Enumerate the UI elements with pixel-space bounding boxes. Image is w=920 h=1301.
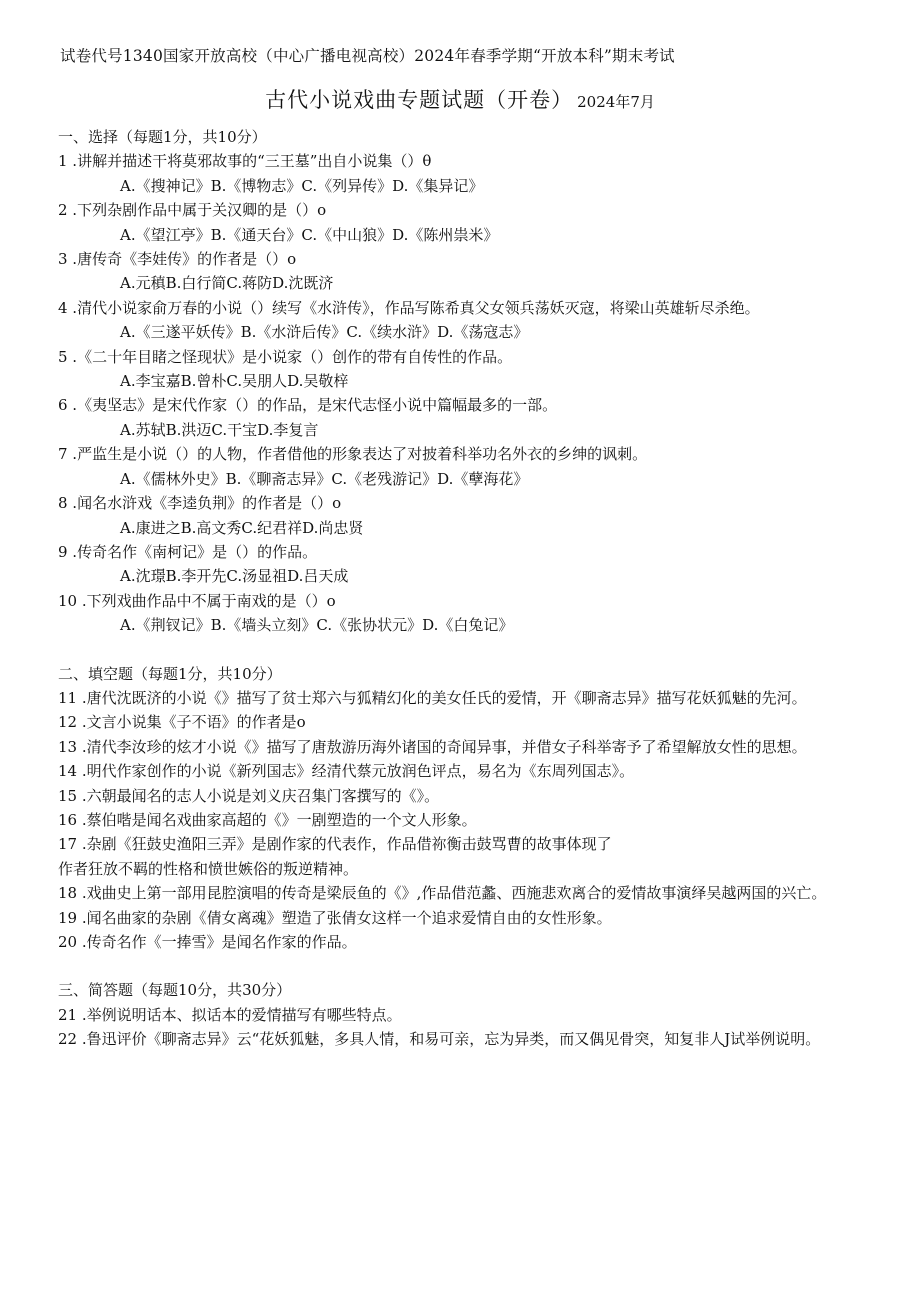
question-2: 2 .下列杂剧作品中属于关汉卿的是（）o [58, 201, 327, 220]
options-1: A.《搜神记》B.《博物志》C.《列异传》D.《集异记》 [120, 176, 484, 195]
fill-item-15: 15 .六朝最闻名的志人小说是刘义庆召集门客撰写的《》。 [58, 786, 440, 805]
question-10: 10 .下列戏曲作品中不属于南戏的是（）o [58, 591, 336, 610]
section-gap [58, 638, 858, 662]
fill-item-11: 11 .唐代沈既济的小说《》描写了贫士郑六与狐精幻化的美女任氏的爱情，开《聊斋志异》描写花妖狐魅的先河。 [58, 688, 807, 707]
fill-item-17-cont: 作者狂放不羁的性格和愤世嫉俗的叛逆精神。 [58, 859, 359, 878]
fill-item-13: 13 .清代李汝珍的炫才小说《》描写了唐敖游历海外诸国的奇闻异事，并借女子科举寄予了希望解放女性的思想。 [58, 737, 807, 756]
options-3: A.元稹B.白行简C.蒋防D.沈既济 [120, 274, 334, 293]
short-answer-21: 21 .举例说明话本、拟话本的爱情描写有哪些特点。 [58, 1005, 402, 1024]
exam-content [58, 125, 858, 1052]
fill-item-12: 12 .文言小说集《子不语》的作者是o [58, 713, 306, 732]
fill-item-14: 14 .明代作家创作的小说《新列国志》经清代蔡元放润色评点，易名为《东周列国志》。 [58, 762, 635, 781]
question-5: 5 .《二十年目睹之怪现状》是小说家（）创作的带有自传性的作品。 [58, 347, 513, 366]
fill-item-16: 16 .蔡伯喈是闻名戏曲家高超的《》一剧塑造的一个文人形象。 [58, 810, 477, 829]
question-4: 4 .清代小说家俞万春的小说（）续写《水浒传》，作品写陈希真父女领兵荡妖灭寇，将梁山英雄斩尽杀绝。 [58, 298, 760, 317]
fill-item-19: 19 .闻名曲家的杂剧《倩女离魂》塑造了张倩女这样一个追求爱情自由的女性形象。 [58, 908, 612, 927]
exam-title: 古代小说戏曲专题试题（开卷） [265, 88, 574, 112]
question-9: 9 .传奇名作《南柯记》是（）的作品。 [58, 542, 318, 561]
short-answer-22: 22 .鲁迅评价《聊斋志异》云“花妖狐魅，多具人情，和易可亲，忘为异类，而又偶见骨突，知复非人J试举例说明。 [58, 1030, 821, 1049]
section-heading-short-answer: 三、简答题（每题10分，共30分） [58, 981, 292, 1000]
exam-header: 试卷代号1340国家开放高校（中心广播电视高校）2024年春季学期“开放本科”期末考试 [60, 47, 675, 65]
fill-item-17: 17 .杂剧《狂鼓史渔阳三弄》是剧作家的代表作，作品借祢衡击鼓骂曹的故事体现了 [58, 835, 612, 854]
question-7: 7 .严监生是小说（）的人物，作者借他的形象表达了对披着科举功名外衣的乡绅的讽刺。 [58, 445, 648, 464]
question-1: 1 .讲解并描述干将莫邪故事的“三王墓”出自小说集（）θ [58, 152, 432, 171]
exam-date: 2024年7月 [577, 93, 655, 111]
fill-item-18: 18 .戏曲史上第一部用昆腔演唱的传奇是梁辰鱼的《》,作品借范蠡、西施悲欢离合的爱情故事演绎吴越两国的兴亡。 [58, 884, 827, 903]
options-10: A.《荆钗记》B.《墙头立刻》C.《张协状元》D.《白兔记》 [120, 616, 514, 635]
section-heading-choice: 一、选择（每题1分，共10分） [58, 128, 267, 146]
options-7: A.《儒林外史》B.《聊斋志异》C.《老残游记》D.《孽海花》 [120, 469, 529, 488]
options-8: A.康进之B.高文秀C.纪君祥D.尚忠贤 [120, 518, 364, 537]
fill-item-20: 20 .传奇名作《一捧雪》是闻名作家的作品。 [58, 933, 357, 951]
question-8: 8 .闻名水浒戏《李逵负荆》的作者是（）o [58, 494, 342, 513]
options-9: A.沈璟B.李开先C.汤显祖D.吕天成 [120, 567, 349, 586]
options-5: A.李宝嘉B.曾朴C.吴朋人D.吴敬梓 [120, 372, 349, 391]
section-heading-fill: 二、填空题（每题1分，共10分） [58, 664, 282, 683]
options-4: A.《三遂平妖传》B.《水浒后传》C.《续水浒》D.《荡寇志》 [120, 323, 529, 342]
question-6: 6 .《夷坚志》是宋代作家（）的作品，是宋代志怪小说中篇幅最多的一部。 [58, 396, 558, 415]
exam-title-row [0, 84, 920, 114]
section-gap [58, 954, 858, 978]
options-2: A.《望江亭》B.《通天台》C.《中山狼》D.《陈州祟米》 [120, 225, 499, 244]
options-6: A.苏轼B.洪迈C.干宝D.李复言 [120, 420, 319, 439]
question-3: 3 .唐传奇《李娃传》的作者是（）o [58, 250, 297, 269]
